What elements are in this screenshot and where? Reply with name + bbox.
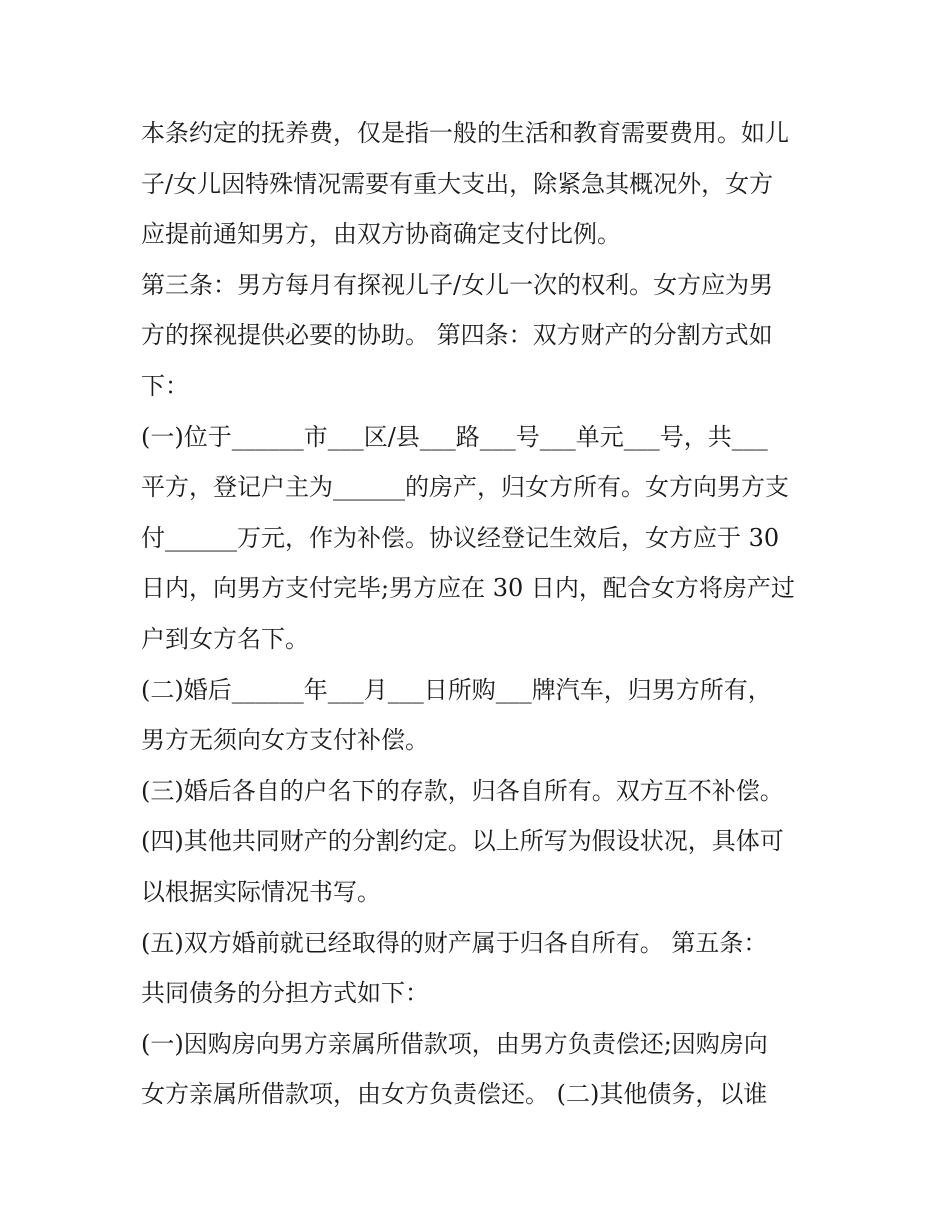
text-line: 以根据实际情况书写。 — [141, 877, 381, 906]
text-line: (三)婚后各自的户名下的存款，归各自所有。双方互不补偿。 — [141, 776, 784, 805]
text-line: 平方，登记户主为______的房产，归女方所有。女方向男方支 — [141, 473, 789, 502]
text-line: 方的探视提供必要的协助。 第四条：双方财产的分割方式如 — [141, 321, 773, 350]
text-line: (四)其他共同财产的分割约定。以上所写为假设状况，具体可 — [141, 827, 784, 856]
text-line: (一)位于______市___区/县___路___号___单元___号，共___ — [141, 422, 768, 451]
text-line: 本条约定的抚养费，仅是指一般的生活和教育需要费用。如儿 — [141, 119, 789, 147]
text-line: 男方无须向女方支付补偿。 — [141, 726, 429, 755]
text-line: 应提前通知男方，由双方协商确定支付比例。 — [141, 220, 621, 249]
text-line: 第三条：男方每月有探视儿子/女儿一次的权利。女方应为男 — [141, 270, 774, 299]
text-line: 下： — [141, 371, 189, 400]
text-line: 女方亲属所借款项，由女方负责偿还。 (二)其他债务，以谁 — [141, 1080, 768, 1109]
text-line: 共同债务的分担方式如下： — [141, 979, 429, 1008]
text-line: (二)婚后______年___月___日所购___牌汽车，归男方所有， — [141, 675, 772, 704]
text-line: (五)双方婚前就已经取得的财产属于归各自所有。 第五条： — [141, 928, 768, 957]
text-line: 付______万元，作为补偿。协议经登记生效后，女方应于 30 — [141, 523, 780, 552]
text-line: 户到女方名下。 — [141, 624, 309, 653]
text-line: (一)因购房向男方亲属所借款项，由男方负责偿还;因购房向 — [141, 1029, 768, 1058]
text-line: 日内，向男方支付完毕;男方应在 30 日内，配合女方将房产过 — [141, 574, 795, 603]
text-line: 子/女儿因特殊情况需要有重大支出，除紧急其概况外，女方 — [141, 169, 774, 198]
document-body — [141, 108, 821, 1120]
